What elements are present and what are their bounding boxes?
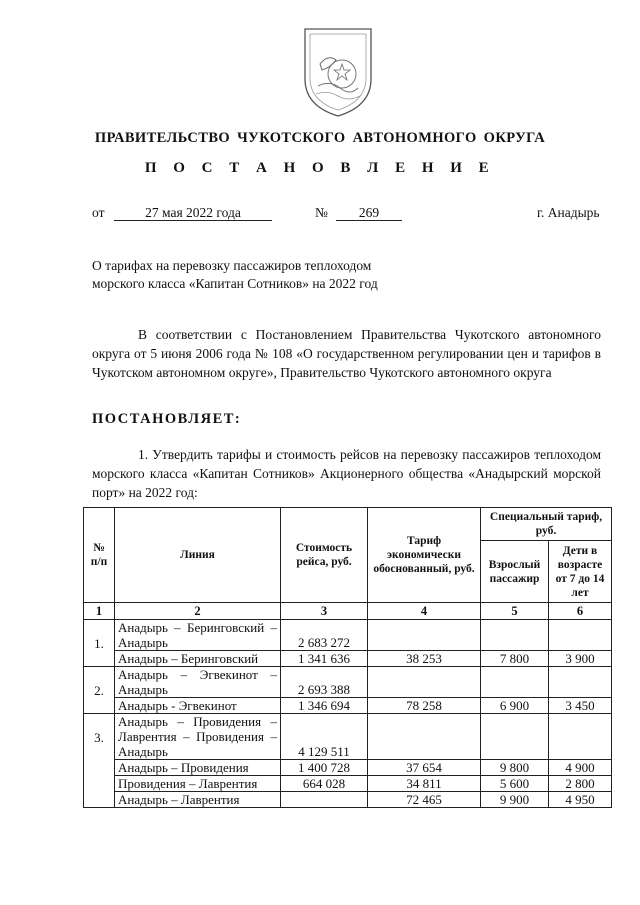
subject-line-1: О тарифах на перевозку пассажиров теплоходом [92, 258, 372, 273]
cost-cell: 4 129 511 [281, 714, 368, 760]
adult-fare-cell [481, 620, 549, 651]
column-index: 6 [549, 603, 612, 620]
table-row [84, 792, 612, 808]
adult-fare-cell: 9 800 [481, 760, 549, 776]
route-cell: Анадырь – Провидения [115, 760, 281, 776]
tariff-cell: 78 258 [368, 698, 481, 714]
cost-cell: 1 346 694 [281, 698, 368, 714]
document-type: П О С Т А Н О В Л Е Н И Е [144, 160, 496, 176]
date-prefix: от [92, 205, 105, 220]
cost-cell: 2 683 272 [281, 620, 368, 651]
cost-cell [281, 792, 368, 808]
column-index: 5 [481, 603, 549, 620]
adult-fare-cell: 9 900 [481, 792, 549, 808]
tariff-table [83, 507, 612, 808]
column-index: 1 [84, 603, 115, 620]
child-fare-cell [549, 714, 612, 760]
tariff-cell [368, 667, 481, 698]
table-row [84, 714, 612, 760]
cost-cell: 1 400 728 [281, 760, 368, 776]
adult-fare-cell: 7 800 [481, 651, 549, 667]
header-line: Линия [115, 508, 281, 603]
child-fare-cell [549, 667, 612, 698]
child-fare-cell: 2 800 [549, 776, 612, 792]
child-fare-cell: 4 950 [549, 792, 612, 808]
route-cell: Анадырь - Эгвекинот [115, 698, 281, 714]
adult-fare-cell [481, 714, 549, 760]
document-place: г. Анадырь [537, 205, 600, 220]
tariff-cell: 72 465 [368, 792, 481, 808]
preamble-paragraph: В соответствии с Постановлением Правительства Чукотского автономного округа от 5 июня 2006 года № 108 «О государственном регулировании цен и тарифов в Чукотском автономном округе», Правительство Чукотского автономного округа [92, 327, 601, 380]
row-number: 3. [84, 714, 115, 808]
header-number: № п/п [84, 508, 115, 603]
government-title: ПРАВИТЕЛЬСТВО ЧУКОТСКОГО АВТОНОМНОГО ОКРУГА [94, 130, 546, 146]
point-1-paragraph: 1. Утвердить тарифы и стоимость рейсов на перевозку пассажиров теплоходом морского класса «Капитан Сотников» Акционерного общества «Анадырский морской порт» на 2022 год: [92, 447, 601, 500]
tariff-cell: 38 253 [368, 651, 481, 667]
route-cell: Анадырь – Провидения – Лаврентия – Провидения – Анадырь [115, 714, 281, 760]
adult-fare-cell: 5 600 [481, 776, 549, 792]
column-index: 2 [115, 603, 281, 620]
tariff-cell: 34 811 [368, 776, 481, 792]
row-number: 1. [84, 620, 115, 667]
tariff-table-body [84, 603, 612, 808]
table-row [84, 776, 612, 792]
route-cell: Анадырь – Беринговский – Анадырь [115, 620, 281, 651]
column-index: 3 [281, 603, 368, 620]
cost-cell: 664 028 [281, 776, 368, 792]
tariff-cell [368, 620, 481, 651]
table-row [84, 698, 612, 714]
header-child: Дети в возрасте от 7 до 14 лет [549, 541, 612, 603]
tariff-cell: 37 654 [368, 760, 481, 776]
child-fare-cell [549, 620, 612, 651]
cost-cell: 1 341 636 [281, 651, 368, 667]
table-row [84, 667, 612, 698]
table-row [84, 760, 612, 776]
route-cell: Провидения – Лаврентия [115, 776, 281, 792]
header-special-tariff: Специальный тариф, руб. [481, 508, 612, 541]
coat-of-arms-icon [300, 24, 376, 120]
number-label: № [315, 205, 328, 220]
header-cost: Стоимость рейса, руб. [281, 508, 368, 603]
column-index: 4 [368, 603, 481, 620]
child-fare-cell: 3 900 [549, 651, 612, 667]
header-tariff: Тариф экономически обоснованный, руб. [368, 508, 481, 603]
document-subject [92, 257, 452, 293]
table-row [84, 651, 612, 667]
route-cell: Анадырь – Эгвекинот – Анадырь [115, 667, 281, 698]
adult-fare-cell [481, 667, 549, 698]
resolve-heading: ПОСТАНОВЛЯЕТ: [92, 411, 242, 427]
route-cell: Анадырь – Лаврентия [115, 792, 281, 808]
tariff-cell [368, 714, 481, 760]
subject-line-2: морского класса «Капитан Сотников» на 2022 год [92, 276, 378, 291]
route-cell: Анадырь – Беринговский [115, 651, 281, 667]
adult-fare-cell: 6 900 [481, 698, 549, 714]
cost-cell: 2 693 388 [281, 667, 368, 698]
header-adult: Взрослый пассажир [481, 541, 549, 603]
document-number: 269 [336, 205, 402, 221]
child-fare-cell: 3 450 [549, 698, 612, 714]
table-row [84, 620, 612, 651]
row-number: 2. [84, 667, 115, 714]
column-index-row [84, 603, 612, 620]
child-fare-cell: 4 900 [549, 760, 612, 776]
document-date: 27 мая 2022 года [114, 205, 272, 221]
